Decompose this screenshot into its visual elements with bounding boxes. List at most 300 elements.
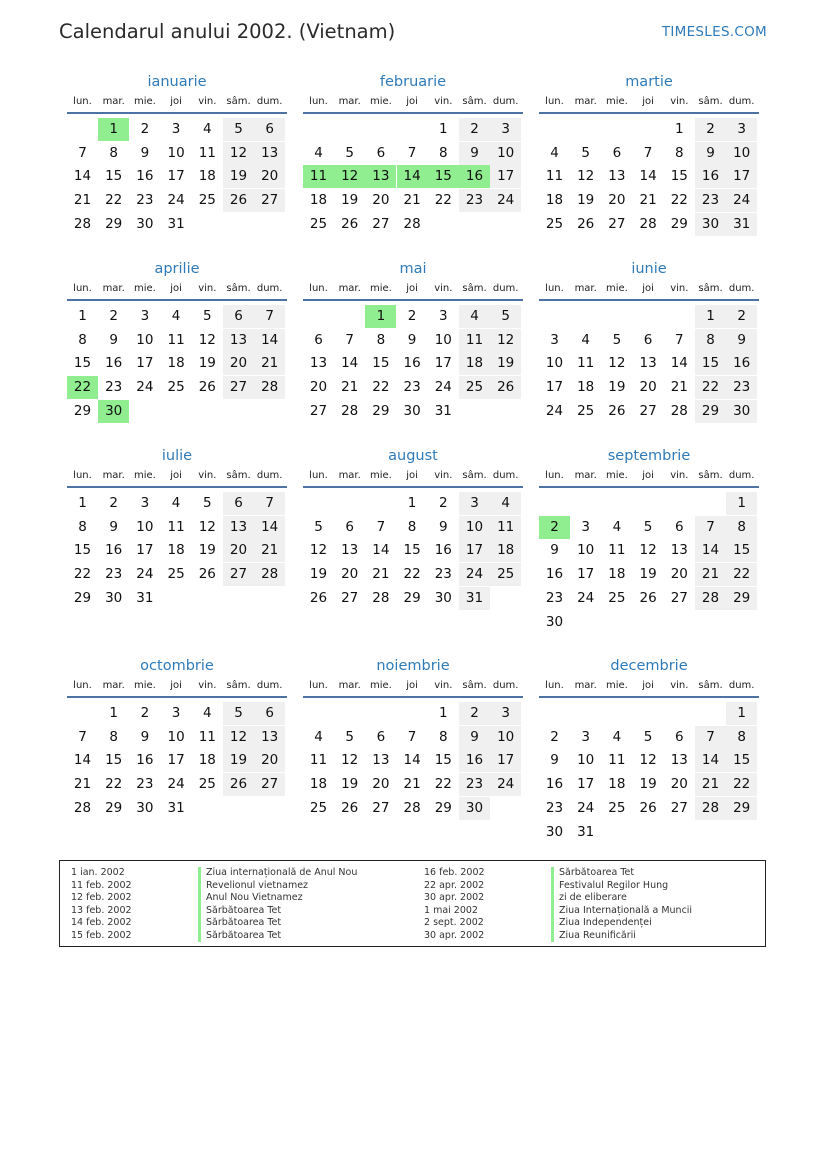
day-cell: 26 — [577, 215, 595, 232]
day-cell: 31 — [577, 823, 595, 840]
day-cell: 31 — [167, 215, 185, 232]
day-cell: 28 — [254, 376, 285, 399]
day-cell: 9 — [140, 144, 150, 161]
day-cell: 30 — [98, 400, 129, 423]
weekday-header — [539, 92, 759, 114]
day-cell: 29 — [105, 215, 123, 232]
day-cell: 17 — [577, 776, 595, 793]
day-cell: 1 — [78, 308, 87, 324]
day-cell: 5 — [643, 518, 653, 535]
day-cell: 6 — [223, 305, 254, 328]
day-cell: 15 — [73, 355, 92, 372]
weekday-label: mie. — [605, 680, 628, 691]
day-cell: 7 — [695, 516, 726, 539]
day-cell: 4 — [581, 331, 590, 348]
day-cell: 23 — [105, 379, 123, 396]
holiday-date: 14 feb. 2002 — [71, 917, 132, 928]
weekday-label: sâm. — [462, 470, 487, 481]
day-cell: 27 — [639, 402, 657, 419]
day-cell: 30 — [434, 589, 452, 606]
day-cell: 21 — [403, 192, 421, 209]
day-cell: 29 — [726, 587, 757, 610]
day-cell: 13 — [223, 516, 254, 539]
day-cell: 12 — [577, 168, 595, 185]
day-cell: 22 — [670, 192, 688, 209]
month-title: aprilie — [154, 261, 200, 277]
day-cell: 18 — [198, 168, 216, 185]
day-cell: 5 — [612, 331, 622, 348]
weekday-label: vin. — [434, 283, 453, 294]
day-cell: 13 — [254, 142, 285, 165]
day-cell: 7 — [643, 144, 653, 161]
day-cell: 5 — [223, 118, 254, 141]
site-link[interactable]: TIMESLES.COM — [661, 24, 767, 40]
weekday-label: dum. — [256, 283, 283, 294]
day-cell: 30 — [136, 799, 154, 816]
day-cell: 10 — [490, 726, 521, 749]
day-cell: 23 — [545, 589, 564, 606]
holiday-date: 15 feb. 2002 — [71, 929, 132, 941]
weekday-label: mie. — [369, 283, 392, 294]
day-cell: 5 — [581, 144, 590, 161]
weekday-label: mie. — [605, 470, 628, 481]
weekday-label: joi — [642, 680, 654, 691]
day-cell: 16 — [136, 168, 154, 185]
day-cell: 14 — [254, 329, 285, 352]
day-cell: 24 — [545, 402, 564, 419]
day-cell: 2 — [140, 121, 150, 137]
day-cell: 26 — [198, 379, 216, 396]
day-cell: 14 — [73, 752, 92, 769]
day-cell: 27 — [608, 215, 626, 232]
weekday-label: joi — [406, 96, 418, 107]
day-cell: 11 — [167, 331, 185, 348]
weekday-label: vin. — [670, 96, 689, 107]
weekday-label: sâm. — [226, 470, 251, 481]
day-cell: 12 — [341, 752, 359, 769]
day-cell: 18 — [545, 192, 564, 209]
day-cell: 30 — [695, 213, 726, 236]
weekday-header — [303, 676, 523, 698]
weekday-label: lun. — [545, 470, 564, 481]
day-cell: 11 — [303, 165, 334, 188]
day-cell: 30 — [726, 400, 757, 423]
weekday-header — [539, 466, 759, 488]
day-cell: 16 — [726, 352, 757, 375]
day-cell: 2 — [109, 495, 118, 511]
day-cell: 15 — [428, 165, 459, 188]
day-cell: 8 — [78, 518, 87, 535]
day-cell: 4 — [459, 305, 490, 328]
day-cell: 28 — [372, 589, 390, 606]
weekday-header — [303, 92, 523, 114]
month-iulie — [67, 446, 287, 606]
day-cell: 6 — [254, 702, 285, 725]
weekday-label: vin. — [198, 470, 217, 481]
day-cell: 1 — [109, 705, 118, 721]
day-cell: 25 — [198, 192, 216, 209]
day-cell: 24 — [167, 192, 185, 209]
day-cell: 20 — [341, 566, 359, 583]
day-cell: 12 — [309, 542, 328, 559]
weekday-label: mar. — [574, 283, 597, 294]
month-title: octombrie — [140, 658, 214, 674]
holiday-legend — [59, 860, 766, 947]
day-cell: 27 — [372, 799, 390, 816]
day-cell: 26 — [223, 773, 254, 796]
day-cell: 21 — [73, 192, 92, 209]
holiday-date: 22 apr. 2002 — [424, 879, 485, 891]
day-cell: 3 — [490, 118, 521, 141]
day-cell: 19 — [223, 749, 254, 772]
month-title: ianuarie — [147, 74, 207, 90]
holiday-date: 12 feb. 2002 — [71, 892, 132, 903]
day-cell: 24 — [167, 776, 185, 793]
month-septembrie — [539, 446, 759, 630]
day-cell: 16 — [545, 776, 564, 793]
day-cell: 21 — [254, 539, 285, 562]
day-cell: 8 — [376, 331, 386, 348]
weekday-label: joi — [642, 283, 654, 294]
day-cell: 14 — [372, 542, 390, 559]
day-cell: 31 — [167, 799, 185, 816]
month-aprilie — [67, 259, 287, 419]
month-title: august — [388, 448, 438, 464]
day-cell: 25 — [167, 566, 185, 583]
holiday-name: Ziua Internațională a Muncii — [551, 905, 692, 918]
day-cell: 12 — [198, 331, 216, 348]
day-cell: 16 — [545, 566, 564, 583]
day-cell: 8 — [407, 518, 417, 535]
day-cell: 3 — [171, 121, 181, 137]
day-cell: 27 — [223, 376, 254, 399]
day-cell: 19 — [309, 566, 328, 583]
day-cell: 16 — [105, 355, 123, 372]
day-cell: 25 — [577, 402, 595, 419]
day-cell: 1 — [365, 305, 396, 328]
day-cell: 4 — [171, 495, 181, 511]
weekday-label: lun. — [309, 283, 328, 294]
day-cell: 14 — [695, 749, 726, 772]
day-cell: 2 — [407, 308, 417, 324]
day-cell: 1 — [439, 705, 448, 721]
day-cell: 16 — [459, 165, 490, 188]
day-cell: 22 — [105, 192, 123, 209]
day-cell: 17 — [490, 749, 521, 772]
day-cell: 9 — [439, 518, 448, 535]
day-cell: 2 — [459, 702, 490, 725]
day-cell: 25 — [459, 376, 490, 399]
weekday-label: mie. — [605, 283, 628, 294]
month-iunie — [539, 259, 759, 419]
day-cell: 13 — [670, 542, 688, 559]
day-cell: 9 — [407, 331, 417, 348]
day-cell: 10 — [167, 728, 185, 745]
day-cell: 24 — [577, 799, 595, 816]
day-cell: 3 — [581, 728, 590, 745]
day-cell: 9 — [459, 142, 490, 165]
day-cell: 24 — [136, 379, 154, 396]
day-cell: 6 — [612, 144, 622, 161]
weekday-label: sâm. — [698, 96, 723, 107]
day-cell: 27 — [670, 589, 688, 606]
day-cell: 10 — [434, 331, 452, 348]
day-cell: 12 — [490, 329, 521, 352]
day-cell: 11 — [545, 168, 564, 185]
day-cell: 7 — [695, 726, 726, 749]
day-cell: 1 — [407, 495, 417, 511]
day-cell: 14 — [670, 355, 688, 372]
day-cell: 26 — [198, 566, 216, 583]
day-cell: 9 — [726, 329, 757, 352]
day-cell: 12 — [223, 726, 254, 749]
weekday-label: lun. — [309, 96, 328, 107]
day-cell: 31 — [136, 589, 154, 606]
day-cell: 13 — [223, 329, 254, 352]
day-cell: 4 — [203, 121, 212, 137]
holiday-date: 2 sept. 2002 — [424, 917, 484, 928]
day-cell: 15 — [434, 752, 452, 769]
weekday-label: vin. — [198, 96, 217, 107]
day-cell: 8 — [78, 331, 87, 348]
day-cell: 9 — [550, 752, 559, 769]
day-cell: 30 — [105, 589, 123, 606]
day-cell: 1 — [726, 492, 757, 515]
day-cell: 21 — [341, 379, 359, 396]
weekday-label: sâm. — [226, 283, 251, 294]
day-cell: 26 — [309, 589, 328, 606]
month-martie — [539, 72, 759, 232]
page-title: Calendarul anului 2002. (Vietnam) — [59, 20, 396, 43]
day-cell: 27 — [254, 189, 285, 212]
weekday-header — [539, 676, 759, 698]
weekday-label: mar. — [102, 680, 125, 691]
day-cell: 9 — [459, 726, 490, 749]
day-cell: 11 — [608, 542, 626, 559]
day-cell: 27 — [341, 589, 359, 606]
weekday-label: sâm. — [226, 96, 251, 107]
day-cell: 29 — [434, 799, 452, 816]
day-cell: 20 — [372, 192, 390, 209]
month-octombrie — [67, 656, 287, 816]
weekday-label: mie. — [369, 680, 392, 691]
weekday-label: lun. — [73, 283, 92, 294]
day-cell: 12 — [639, 752, 657, 769]
weekday-label: dum. — [728, 680, 755, 691]
day-cell: 26 — [490, 376, 521, 399]
day-cell: 24 — [490, 773, 521, 796]
day-cell: 23 — [136, 776, 154, 793]
day-cell: 21 — [670, 379, 688, 396]
day-cell: 10 — [490, 142, 521, 165]
weekday-label: mie. — [369, 96, 392, 107]
day-cell: 3 — [550, 331, 559, 348]
day-cell: 8 — [675, 144, 684, 161]
day-cell: 29 — [73, 402, 92, 419]
day-cell: 19 — [223, 165, 254, 188]
day-cell: 26 — [341, 215, 359, 232]
day-cell: 18 — [167, 355, 185, 372]
day-cell: 14 — [73, 168, 92, 185]
day-cell: 19 — [639, 566, 657, 583]
month-decembrie — [539, 656, 759, 840]
day-cell: 26 — [608, 402, 626, 419]
weekday-label: vin. — [670, 283, 689, 294]
day-cell: 8 — [726, 516, 757, 539]
day-cell: 12 — [223, 142, 254, 165]
weekday-label: lun. — [309, 680, 328, 691]
weekday-label: joi — [642, 96, 654, 107]
day-cell: 3 — [439, 308, 448, 324]
holiday-date: 16 feb. 2002 — [424, 867, 485, 878]
day-cell: 8 — [109, 728, 118, 745]
day-cell: 14 — [403, 752, 421, 769]
day-cell: 18 — [309, 776, 328, 793]
weekday-label: dum. — [728, 283, 755, 294]
day-cell: 28 — [341, 402, 359, 419]
day-cell: 19 — [490, 352, 521, 375]
day-cell: 9 — [109, 331, 118, 348]
day-cell: 5 — [223, 702, 254, 725]
day-cell: 27 — [670, 799, 688, 816]
day-cell: 17 — [136, 355, 154, 372]
day-cell: 24 — [434, 379, 452, 396]
day-cell: 15 — [105, 752, 123, 769]
day-cell: 7 — [675, 331, 684, 348]
weekday-label: vin. — [434, 96, 453, 107]
day-cell: 2 — [459, 118, 490, 141]
day-cell: 17 — [545, 379, 564, 396]
day-cell: 28 — [73, 215, 92, 232]
day-cell: 7 — [78, 728, 87, 745]
day-cell: 22 — [434, 192, 452, 209]
day-cell: 30 — [136, 215, 154, 232]
holiday-name: zi de eliberare — [551, 892, 627, 905]
day-cell: 11 — [198, 728, 216, 745]
day-cell: 9 — [140, 728, 150, 745]
day-cell: 19 — [341, 776, 359, 793]
day-cell: 23 — [459, 189, 490, 212]
day-cell: 6 — [254, 118, 285, 141]
day-cell: 17 — [167, 752, 185, 769]
month-title: septembrie — [607, 448, 691, 464]
day-cell: 18 — [459, 352, 490, 375]
weekday-label: mar. — [574, 96, 597, 107]
day-cell: 1 — [726, 702, 757, 725]
day-cell: 12 — [639, 542, 657, 559]
weekday-label: vin. — [670, 680, 689, 691]
day-cell: 2 — [539, 516, 570, 539]
day-cell: 24 — [726, 189, 757, 212]
day-cell: 11 — [608, 752, 626, 769]
day-cell: 2 — [695, 118, 726, 141]
weekday-header — [539, 279, 759, 301]
day-cell: 17 — [136, 542, 154, 559]
weekday-header — [67, 466, 287, 488]
day-cell: 4 — [314, 728, 323, 745]
day-cell: 13 — [254, 726, 285, 749]
weekday-label: mie. — [133, 96, 156, 107]
day-cell: 1 — [675, 121, 684, 137]
day-cell: 16 — [695, 165, 726, 188]
day-cell: 22 — [726, 563, 757, 586]
day-cell: 20 — [670, 566, 688, 583]
weekday-label: lun. — [73, 680, 92, 691]
day-cell: 17 — [577, 566, 595, 583]
day-cell: 6 — [345, 518, 354, 535]
day-cell: 10 — [726, 142, 757, 165]
day-cell: 23 — [695, 189, 726, 212]
day-cell: 18 — [167, 542, 185, 559]
day-cell: 4 — [612, 728, 622, 745]
day-cell: 15 — [73, 542, 92, 559]
weekday-label: dum. — [256, 96, 283, 107]
month-mai — [303, 259, 523, 419]
day-cell: 17 — [490, 165, 521, 188]
day-cell: 20 — [639, 379, 657, 396]
day-cell: 21 — [372, 566, 390, 583]
month-title: iulie — [161, 448, 193, 464]
weekday-header — [303, 279, 523, 301]
day-cell: 6 — [376, 728, 386, 745]
day-cell: 6 — [376, 144, 386, 161]
day-cell: 22 — [105, 776, 123, 793]
day-cell: 13 — [365, 165, 396, 188]
holiday-name: Ziua Independenței — [551, 917, 652, 930]
month-februarie — [303, 72, 523, 232]
day-cell: 26 — [639, 589, 657, 606]
weekday-label: dum. — [256, 470, 283, 481]
day-cell: 4 — [490, 492, 521, 515]
weekday-label: joi — [406, 283, 418, 294]
day-cell: 1 — [98, 118, 129, 141]
day-cell: 22 — [695, 376, 726, 399]
day-cell: 13 — [309, 355, 328, 372]
day-cell: 17 — [167, 168, 185, 185]
month-noiembrie — [303, 656, 523, 816]
weekday-label: joi — [406, 470, 418, 481]
month-title: decembrie — [610, 658, 688, 674]
day-cell: 17 — [434, 355, 452, 372]
weekday-label: mar. — [102, 283, 125, 294]
day-cell: 4 — [171, 308, 181, 324]
day-cell: 22 — [434, 776, 452, 793]
day-cell: 10 — [459, 516, 490, 539]
day-cell: 30 — [403, 402, 421, 419]
day-cell: 31 — [459, 587, 490, 610]
day-cell: 20 — [670, 776, 688, 793]
day-cell: 7 — [78, 144, 87, 161]
day-cell: 19 — [639, 776, 657, 793]
day-cell: 12 — [334, 165, 365, 188]
day-cell: 18 — [490, 539, 521, 562]
day-cell: 29 — [695, 400, 726, 423]
day-cell: 6 — [675, 518, 684, 535]
day-cell: 1 — [695, 305, 726, 328]
day-cell: 4 — [612, 518, 622, 535]
weekday-label: joi — [406, 680, 418, 691]
day-cell: 5 — [490, 305, 521, 328]
holiday-name: Sărbătoarea Tet — [198, 905, 281, 918]
day-cell: 18 — [198, 752, 216, 769]
day-cell: 14 — [695, 539, 726, 562]
day-cell: 3 — [171, 705, 181, 721]
day-cell: 20 — [309, 379, 328, 396]
weekday-label: dum. — [492, 470, 519, 481]
holiday-date: 11 feb. 2002 — [71, 879, 132, 891]
weekday-label: dum. — [492, 680, 519, 691]
day-cell: 23 — [459, 773, 490, 796]
